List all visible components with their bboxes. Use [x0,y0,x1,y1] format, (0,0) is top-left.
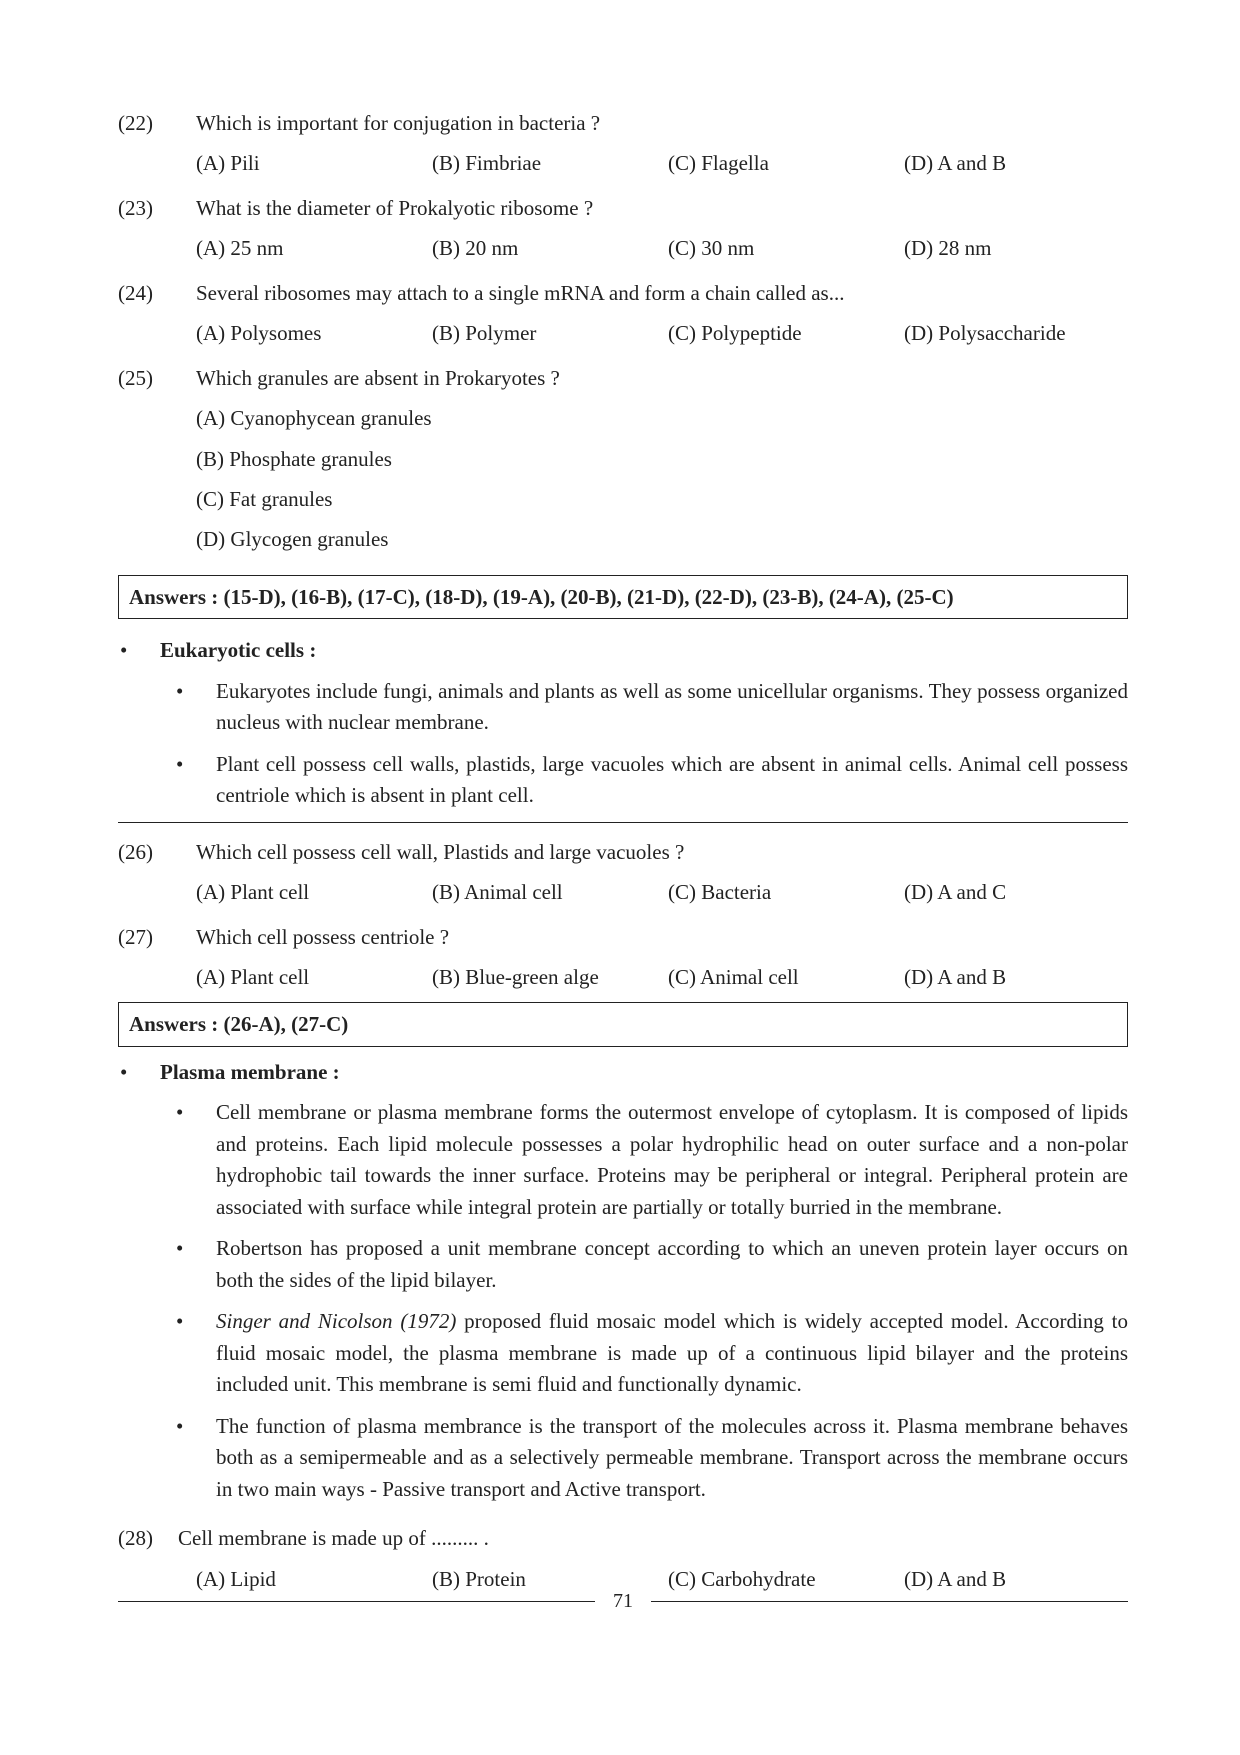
citation-italic: Singer and Nicolson (1972) [216,1309,457,1334]
question-25 [118,363,1128,393]
bullet-icon: • [120,1059,128,1084]
option-c: (C) Animal cell [668,965,799,989]
option-a: (A) Lipid [196,1566,276,1591]
page-number: 71 [613,1590,633,1612]
bullet-icon: • [176,678,184,703]
page-footer [118,1590,1128,1613]
question-text: Which is important for conjugation in bacteria ? [196,111,601,135]
bullet-icon: • [176,1100,184,1125]
list-item [176,676,1128,739]
answer-key-box: Answers : (15-D), (16-B), (17-C), (18-D), (19-A), (20-B), (21-D), (22-D), (23-B), (24-A), (25-C) [118,575,1128,619]
question-text: Cell membrane is made up of ......... . [178,1526,489,1551]
list-item-text: Plant cell possess cell walls, plastids, large vacuoles which are absent in animal cells. Animal cell possess centriole which is absent in plant cell. [216,751,1128,808]
options-27 [196,962,1128,992]
section-title: Plasma membrane : [160,1059,340,1084]
list-item [176,749,1128,812]
option-c: (C) 30 nm [668,236,755,261]
options-26 [196,877,1128,907]
question-26 [118,837,1128,867]
option-a: (A) Cyanophycean granules [196,406,432,431]
section-title: Eukaryotic cells : [160,638,317,663]
list-item-text: Cell membrane or plasma membrane forms the outermost envelope of cytoplasm. It is composed of lipids and proteins. Each lipid molecule possesses a polar hydrophilic head on outer surface and a non-polar hydrophobic tail towards the inner surface. Proteins may be peripheral or integral. Peripheral protein are associated with surface while integral protein are partially or totally burried in the membrane. [216,1100,1128,1219]
question-number: (24) [118,280,153,305]
question-24 [118,278,1128,308]
list-item-text: Eukaryotes include fungi, animals and plants as well as some unicellular organisms. They possess organized nucleus with nuclear membrane. [216,678,1128,735]
option-d: (D) Polysaccharide [904,321,1066,346]
question-text: Which cell possess centriole ? [196,924,450,949]
plasma-membrane-points [176,1097,1128,1505]
option-d: (D) A and B [904,965,1007,989]
section-heading-plasma-membrane [118,1057,1128,1087]
list-item [176,1306,1128,1401]
option-b: (B) Animal cell [432,880,563,905]
question-number: (27) [118,924,153,949]
footer-rule-right [651,1601,1128,1602]
question-number: (23) [118,195,153,220]
list-item [176,1097,1128,1223]
list-item-text: Robertson has proposed a unit membrane concept according to which an uneven protein layer occurs on both the sides of the lipid bilayer. [216,1236,1128,1292]
options-22 [196,148,1128,178]
list-item [176,1411,1128,1506]
eukaryotic-points [176,676,1128,812]
list-item-text: The function of plasma membrance is the transport of the molecules across it. Plasma membrane behaves both as a semipermeable and as a selectively permeable membrane. Transport across the membrane occurs in two main ways - Passive transport and Active transport. [216,1413,1128,1501]
question-text: Several ribosomes may attach to a single mRNA and form a chain called as... [196,280,845,305]
section-heading-eukaryotic [118,635,1128,665]
option-c: (C) Polypeptide [668,321,802,346]
option-c: (C) Bacteria [668,880,772,905]
answer-key-box: Answers : (26-A), (27-C) [118,1002,1128,1046]
bullet-icon: • [176,751,184,776]
question-23 [118,193,1128,223]
option-b: (B) Protein [432,1566,526,1591]
option-a: (A) Plant cell [196,965,310,989]
divider [118,822,1128,823]
option-b: (B) Blue-green alge [432,965,599,989]
question-number: (22) [118,111,153,135]
option-a: (A) 25 nm [196,236,284,261]
option-b: (B) Polymer [432,321,537,346]
option-b: (B) 20 nm [432,236,519,261]
list-item [176,1233,1128,1296]
page-content [118,108,1128,1594]
footer-rule-left [118,1601,595,1602]
question-text: Which cell possess cell wall, Plastids and large vacuoles ? [196,839,685,864]
options-23 [196,233,1128,263]
options-24 [196,318,1128,348]
option-d: (D) A and B [904,151,1007,176]
option-b: (B) Phosphate granules [196,446,392,471]
question-text: What is the diameter of Prokalyotic ribosome ? [196,195,594,220]
options-25 [196,403,1128,565]
option-d: (D) 28 nm [904,236,992,261]
option-c: (C) Carbohydrate [668,1566,816,1591]
option-d: (D) A and C [904,880,1007,905]
option-b: (B) Fimbriae [432,151,542,176]
option-d: (D) A and B [904,1566,1007,1591]
question-27 [118,922,1128,952]
question-number: (26) [118,839,153,864]
question-22 [118,108,1128,138]
list-item-text [216,1306,1128,1401]
list-item-text-rest: proposed fluid mosaic model which is widely accepted model. According to fluid mosaic model, the plasma membrane is made up of a continuous lipid bilayer and the proteins included unit. This membrane is semi fluid and functionally dynamic. [216,1309,1129,1397]
bullet-icon: • [176,1236,184,1261]
option-c: (C) Fat granules [196,486,333,511]
option-c: (C) Flagella [668,151,769,176]
question-number: (25) [118,365,153,390]
question-28 [118,1523,1128,1553]
question-text: Which granules are absent in Prokaryotes ? [196,365,560,390]
bullet-icon: • [120,638,128,663]
question-number: (28) [118,1526,153,1551]
bullet-icon: • [176,1309,184,1334]
option-d: (D) Glycogen granules [196,527,389,552]
option-a: (A) Plant cell [196,880,310,905]
bullet-icon: • [176,1413,184,1438]
option-a: (A) Polysomes [196,321,322,346]
option-a: (A) Pili [196,151,260,176]
